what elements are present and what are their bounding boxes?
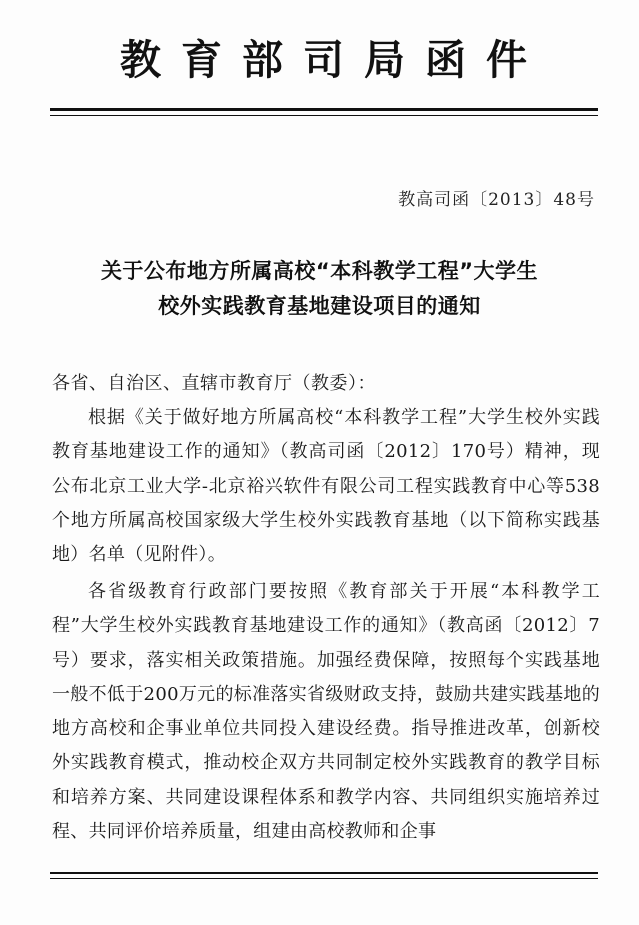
salutation: 各省、自治区、直辖市教育厅（教委）： (52, 373, 376, 394)
notice-title-line-1: 关于公布地方所属高校“本科教学工程”大学生 (100, 259, 539, 283)
document-number: 教高司函〔2013〕48号 (398, 190, 595, 210)
footer-rule-thick (50, 872, 598, 874)
footer-rule-thin (50, 878, 598, 879)
body-paragraph-1: 根据《关于做好地方所属高校“本科教学工程”大学生校外实践教育基地建设工作的通知》（教高司函〔2012〕170号）精神，现公布北京工业大学-北京裕兴软件有限公司工程实践教育中心等538个地方所属高校国家级大学生校外实践教育基地（以下简称实践基地）名单（见附件）。 (52, 407, 600, 566)
letterhead-title: 教育部司局函件 (120, 36, 547, 84)
letterhead-rule-thick (50, 108, 598, 111)
body-paragraph-2: 各省级教育行政部门要按照《教育部关于开展“本科教学工程”大学生校外实践教育基地建设工作的通知》（教高函〔2012〕7号）要求，落实相关政策措施。加强经费保障，按照每个实践基地一般不低于200万元的标准落实省级财政支持，鼓励共建实践基地的地方高校和企事业单位共同投入建设经费。指导推进改革，创新校外实践教育模式，推动校企双方共同制定校外实践教育的教学目标和培养方案、共同建设课程体系和教学内容、共同组织实施培养过程、共同评价培养质量，组建由高校教师和企事 (52, 581, 600, 843)
letterhead-rule-thin (50, 115, 598, 116)
notice-title-line-2: 校外实践教育基地建设项目的通知 (158, 294, 481, 318)
